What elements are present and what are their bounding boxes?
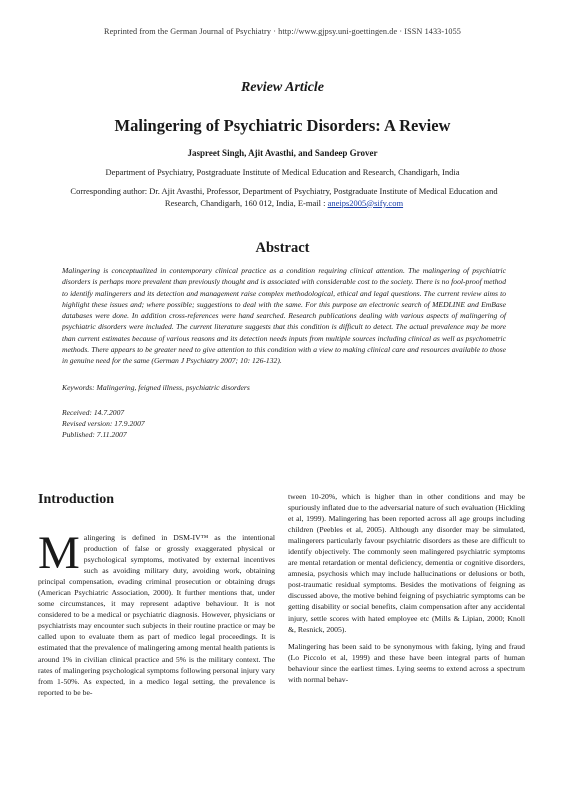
drop-cap: M xyxy=(38,527,80,579)
right-column xyxy=(288,491,525,691)
email-link[interactable]: aneips2005@sify.com xyxy=(327,197,404,208)
section-heading-introduction: Introduction xyxy=(38,492,114,507)
abstract-body: Malingering is conceptualized in contemporary clinical practice as a condition requiring clinical attention. The malingering of psychiatric disorders is perhaps more prevalent than previously thought and is associated with considerable cost to the society. There is no fool-proof method to identify malingerers and its detection and management raise complex methodological, ethical and legal questions. The current review aims to highlight these issues and; where possible; suggestions to deal with the same. For this purpose an electronic search of MEDLINE and EmBase databases were done. In addition cross-references were hand searched. Research publications dealing with various aspects of malingering of psychiatric disorders were included. The current literature suggests that this condition is difficult to detect. The actual prevalence may be more than current estimates because of various reasons and its detection needs inputs from multiple sources including clinical as well as psychometric methods. There appears to be greater need to give attention to this condition with a view to making clinical care and resources available to those in genuine need for the same (German J Psychiatry 2007; 10: 126-132). xyxy=(62,266,506,366)
keywords: Keywords: Malingering, feigned illness, psychiatric disorders xyxy=(62,383,250,392)
intro-paragraph-1-text: alingering is defined in DSM-IV™ as the intentional production of false or grossly exaggerated physical or psychological symptoms, motivated by external incentives such as avoiding military duty, avoiding work, obtaining principal compensation, evading criminal prosecution or obtaining drugs (American Psychiatric Association, 2000). It further mentions that, under some circumstances, it may represent adaptive behaviour. It is not considered to be a medical or psychiatric diagnosis. However, physicians or psychiatrists may encounter such subjects in their routine practice or may be called upon to evaluate them as part of medico legal proceedings. It is estimated that the prevalence of malingering among mental health patients is around 1% in civilian clinical practice and 5% is the military context. The rates of malingering psychological symptoms following personal injury vary from 1-50%. As expected, in a medico legal setting, the prevalence is reported to be be- xyxy=(38,533,275,697)
publication-dates xyxy=(62,407,362,440)
left-column xyxy=(38,527,275,704)
published-date: Published: 7.11.2007 xyxy=(62,430,127,439)
author-list: Jaspreet Singh, Ajit Avasthi, and Sandeep Grover xyxy=(187,148,378,158)
paper-title: Malingering of Psychiatric Disorders: A Review xyxy=(114,116,451,135)
corresponding-author xyxy=(62,186,506,209)
affiliation: Department of Psychiatry, Postgraduate Institute of Medical Education and Research, Chandigarh, India xyxy=(105,167,460,177)
abstract-heading: Abstract xyxy=(255,240,310,256)
article-type: Review Article xyxy=(240,80,325,95)
corresponding-text: Corresponding author: Dr. Ajit Avasthi, Professor, Department of Psychiatry, Postgraduate Institute of Medical Education and Research, Chandigarh, 160 012, India, E-mail : xyxy=(70,186,498,208)
intro-paragraph-1 xyxy=(38,527,275,698)
intro-paragraph-3: Malingering has been said to be synonymous with faking, lying and fraud (Lo Piccolo et al, 1999) and these have been integral parts of human behaviour since the earliest times. Lying seems to extend across a spectrum with normal behav- xyxy=(288,641,525,684)
intro-paragraph-2: tween 10-20%, which is higher than in other conditions and may be spuriously inflated due to the adversarial nature of such evaluation (Hickling et al, 1999). Malingering has been reported across all age groups including children (Peebles et al, 2005). Although any disorder may be simulated, malingerers particularly favour psychiatric disorders as these are difficult to identify objectively. The commonly seen malingered psychiatric symptoms are mental retardation or mental deficiency, dementia or cognitive disorders, amnesia, psychosis which may include hallucinations or delusions or both, post-traumatic residual symptoms. Besides the motivations of feigning as discussed above, the motive behind feigning of psychiatric symptoms can be getting disability or social benefits, claim compensation after any accidental injury, settle scores with hated employee etc (Mills & Lipian, 2000; Knoll &, Resnick, 2005). xyxy=(288,492,525,634)
revised-date: Revised version: 17.9.2007 xyxy=(62,419,145,428)
received-date: Received: 14.7.2007 xyxy=(62,408,125,417)
journal-header: Reprinted from the German Journal of Psychiatry · http://www.gjpsy.uni-goettingen.de · ISSN 1433-1055 xyxy=(104,27,461,36)
